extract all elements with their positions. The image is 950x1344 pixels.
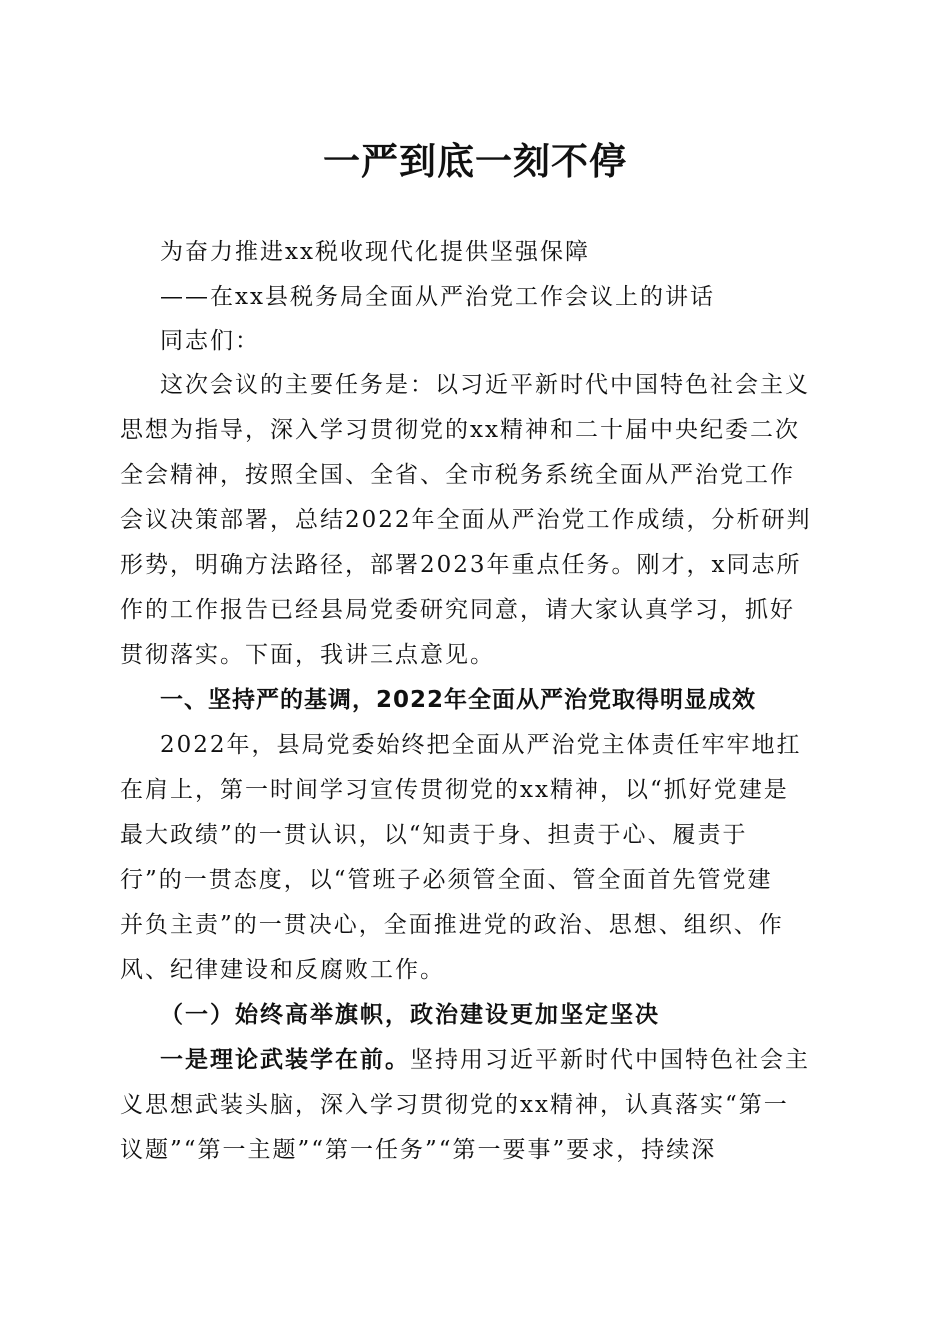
paragraph-line: 会议决策部署，总结2022年全面从严治党工作成绩，分析研判 xyxy=(120,507,812,533)
subtitle-speech-occasion: ——在xx县税务局全面从严治党工作会议上的讲话 xyxy=(160,284,715,310)
paragraph-lead: 一是理论武装学在前。 xyxy=(160,1046,410,1073)
paragraph-line: 形势，明确方法路径，部署2023年重点任务。刚才，x同志所 xyxy=(120,552,802,578)
paragraph-line: 议题”“第一主题”“第一任务”“第一要事”要求，持续深 xyxy=(120,1137,717,1163)
document-title: 一严到底一刻不停 xyxy=(323,139,627,183)
paragraph-line: 在肩上，第一时间学习宣传贯彻党的xx精神，以“抓好党建是 xyxy=(120,777,789,803)
salutation: 同志们： xyxy=(160,328,260,354)
paragraph-line: 并负主责”的一贯决心，全面推进党的政治、思想、组织、作 xyxy=(120,912,784,938)
paragraph-line: 思想为指导，深入学习贯彻党的xx精神和二十届中央纪委二次 xyxy=(120,417,800,443)
paragraph-line: 最大政绩”的一贯认识，以“知责于身、担责于心、履责于 xyxy=(120,822,748,848)
paragraph-line xyxy=(160,1044,810,1076)
paragraph-line: 贯彻落实。下面，我讲三点意见。 xyxy=(120,642,495,668)
paragraph-line: 风、纪律建设和反腐败工作。 xyxy=(120,957,445,983)
paragraph-line: 行”的一贯态度，以“管班子必须管全面、管全面首先管党建 xyxy=(120,867,773,893)
paragraph-line: 2022年，县局党委始终把全面从严治党主体责任牢牢地扛 xyxy=(160,732,802,758)
paragraph-line: 全会精神，按照全国、全省、全市税务系统全面从严治党工作 xyxy=(120,462,795,488)
section-heading: 一、坚持严的基调，2022年全面从严治党取得明显成效 xyxy=(160,687,757,713)
paragraph-line: 义思想武装头脑，深入学习贯彻党的xx精神，认真落实“第一 xyxy=(120,1092,789,1118)
subsection-heading: （一）始终高举旗帜，政治建设更加坚定坚决 xyxy=(160,1001,660,1028)
paragraph-line: 这次会议的主要任务是：以习近平新时代中国特色社会主义 xyxy=(160,372,810,398)
subtitle: 为奋力推进xx税收现代化提供坚强保障 xyxy=(160,239,590,265)
paragraph-line: 作的工作报告已经县局党委研究同意，请大家认真学习，抓好 xyxy=(120,597,795,623)
paragraph-text: 坚持用习近平新时代中国特色社会主 xyxy=(410,1047,810,1073)
